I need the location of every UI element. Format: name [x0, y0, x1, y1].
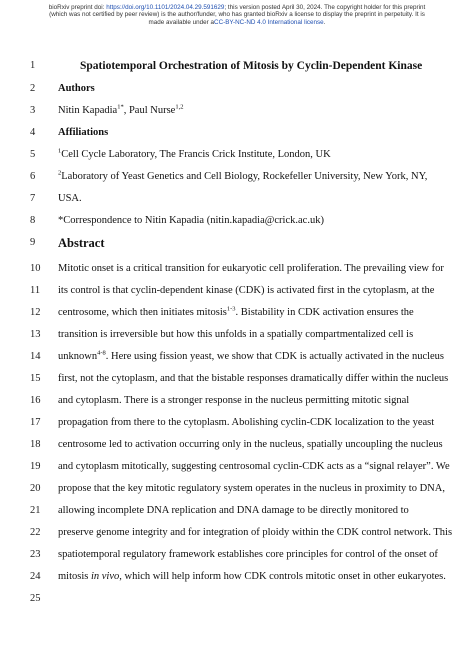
- affiliations-heading: Affiliations: [58, 127, 109, 138]
- abstract-text: preserve genome integrity and for integration of ploidy within the CDK control network. This: [58, 527, 453, 538]
- abstract-text: first, not the cytoplasm, and that the bistable responses dramatically differ within the nucleus: [58, 373, 449, 384]
- banner-line-2: (which was not certified by peer review) is the author/funder, who has granted bioRxiv a license to display the preprint in perpetuity. It is: [49, 11, 425, 19]
- affiliation-text: Cell Cycle Laboratory, The Francis Crick Institute, London, UK: [61, 149, 331, 160]
- preprint-banner: [20, 4, 454, 26]
- affiliation-1: [58, 148, 331, 162]
- correspondence: *Correspondence to Nitin Kapadia (nitin.kapadia@crick.ac.uk): [58, 215, 324, 226]
- abstract-fragment: mitosis: [58, 571, 91, 582]
- manuscript-line: [0, 214, 474, 230]
- abstract-fragment: unknown: [58, 351, 98, 362]
- abstract-text: and cytoplasm mitotically, suggesting centrosomal cyclin-CDK acts as a “signal relayer”. We: [58, 461, 450, 472]
- line-number: 24: [30, 571, 41, 582]
- manuscript-line: [0, 372, 474, 388]
- manuscript-line: [0, 350, 474, 366]
- line-number: 20: [30, 483, 41, 494]
- doi-link[interactable]: https://doi.org/10.1101/2024.04.29.591629: [106, 4, 225, 11]
- author-name: Nitin Kapadia: [58, 105, 118, 116]
- abstract-text: propagation from there to the cytoplasm. Abolishing cyclin-CDK localization to the yeast: [58, 417, 435, 428]
- line-number: 19: [30, 461, 41, 472]
- abstract-fragment: , which will help inform how CDK controls mitotic onset in other eukaryotes.: [119, 571, 446, 582]
- affiliation-marker: 1*: [117, 103, 124, 111]
- line-number: 15: [30, 373, 41, 384]
- affiliation-2: [58, 170, 427, 184]
- line-number: 16: [30, 395, 41, 406]
- abstract-heading: Abstract: [58, 236, 105, 250]
- manuscript-line: [0, 126, 474, 142]
- manuscript-line: [0, 526, 474, 542]
- author-list: [58, 104, 183, 118]
- manuscript-line: [0, 306, 474, 322]
- affiliation-marker: 2: [58, 169, 62, 177]
- line-number: 25: [30, 593, 41, 604]
- line-number: 8: [30, 215, 36, 226]
- abstract-fragment: centrosome, which then initiates mitosis: [58, 307, 227, 318]
- italic-term: in vivo: [90, 571, 120, 582]
- manuscript-line: [0, 192, 474, 208]
- abstract-text: its control is that cyclin-dependent kinase (CDK) is activated first in the cytoplasm, at the: [58, 285, 435, 296]
- manuscript-line: [0, 59, 474, 75]
- line-number: 11: [30, 285, 41, 296]
- banner-text: ; this version posted April 30, 2024. The copyright holder for this preprint: [224, 4, 426, 11]
- manuscript-line: [0, 482, 474, 498]
- manuscript-line: [0, 148, 474, 164]
- license-link[interactable]: CC-BY-NC-ND 4.0 International license: [214, 18, 324, 26]
- line-number: 21: [30, 505, 41, 516]
- line-number: 4: [30, 127, 36, 138]
- line-number: 17: [30, 417, 41, 428]
- manuscript-line: [0, 82, 474, 98]
- manuscript-line: [0, 170, 474, 186]
- abstract-text: [58, 350, 444, 364]
- abstract-text: centrosome led to activation occurring only in the nucleus, spatially uncoupling the nucleus: [58, 439, 443, 450]
- abstract-fragment: . Bistability in CDK activation ensures the: [235, 307, 414, 318]
- manuscript-line: [0, 394, 474, 410]
- abstract-text: spatiotemporal regulatory framework establishes core principles for control of the onset of: [58, 549, 438, 560]
- line-number: 9: [30, 237, 36, 248]
- abstract-text: allowing incomplete DNA replication and DNA damage to be directly monitored to: [58, 505, 409, 516]
- abstract-text: propose that the key mitotic regulatory system operates in the nucleus in proximity to DNA,: [58, 483, 445, 494]
- line-number: 13: [30, 329, 41, 340]
- manuscript-line: [0, 284, 474, 300]
- citation-marker: 1-3: [226, 305, 236, 313]
- manuscript-line: [0, 438, 474, 454]
- citation-marker: 4-8: [97, 349, 106, 357]
- line-number: 5: [30, 149, 36, 160]
- manuscript-line: [0, 328, 474, 344]
- line-number: 6: [30, 171, 36, 182]
- manuscript-line: [0, 262, 474, 278]
- author-name: , Paul Nurse: [123, 105, 176, 116]
- manuscript-line: [0, 104, 474, 120]
- banner-text: .: [323, 18, 326, 26]
- affiliation-text: Laboratory of Yeast Genetics and Cell Biology, Rockefeller University, New York, NY,: [61, 171, 428, 182]
- line-number: 23: [30, 549, 41, 560]
- banner-line-3: [20, 19, 454, 26]
- line-number: 1: [30, 60, 36, 71]
- banner-text: bioRxiv preprint doi:: [48, 4, 107, 11]
- manuscript-line: [0, 236, 474, 252]
- banner-text: made available under a: [148, 18, 215, 26]
- affiliation-2-continued: USA.: [58, 193, 82, 204]
- manuscript-line: [0, 548, 474, 564]
- affiliation-marker: 1,2: [175, 103, 184, 111]
- abstract-text: [58, 570, 446, 584]
- line-number: 14: [30, 351, 41, 362]
- affiliation-marker: 1: [58, 147, 62, 155]
- manuscript-line: [0, 504, 474, 520]
- line-number: 3: [30, 105, 36, 116]
- abstract-text: Mitotic onset is a critical transition for eukaryotic cell proliferation. The prevailing view for: [58, 263, 444, 274]
- abstract-text: and cytoplasm. There is a stronger response in the nucleus permitting mitotic signal: [58, 395, 410, 406]
- abstract-fragment: . Here using fission yeast, we show that CDK is actually activated in the nucleus: [105, 351, 445, 362]
- manuscript-line: [0, 460, 474, 476]
- line-number: 10: [30, 263, 41, 274]
- paper-title: Spatiotemporal Orchestration of Mitosis by Cyclin-Dependent Kinase: [80, 60, 423, 72]
- line-number: 12: [30, 307, 41, 318]
- manuscript-line: [0, 592, 474, 608]
- line-number: 2: [30, 83, 36, 94]
- manuscript-line: [0, 416, 474, 432]
- abstract-text: [58, 306, 414, 320]
- banner-line-1: [20, 4, 454, 11]
- line-number: 22: [30, 527, 41, 538]
- abstract-text: transition is irreversible but how this unfolds in a spatially compartmentalized cell is: [58, 329, 414, 340]
- line-number: 18: [30, 439, 41, 450]
- line-number: 7: [30, 193, 36, 204]
- manuscript-line: [0, 570, 474, 586]
- authors-heading: Authors: [58, 83, 95, 94]
